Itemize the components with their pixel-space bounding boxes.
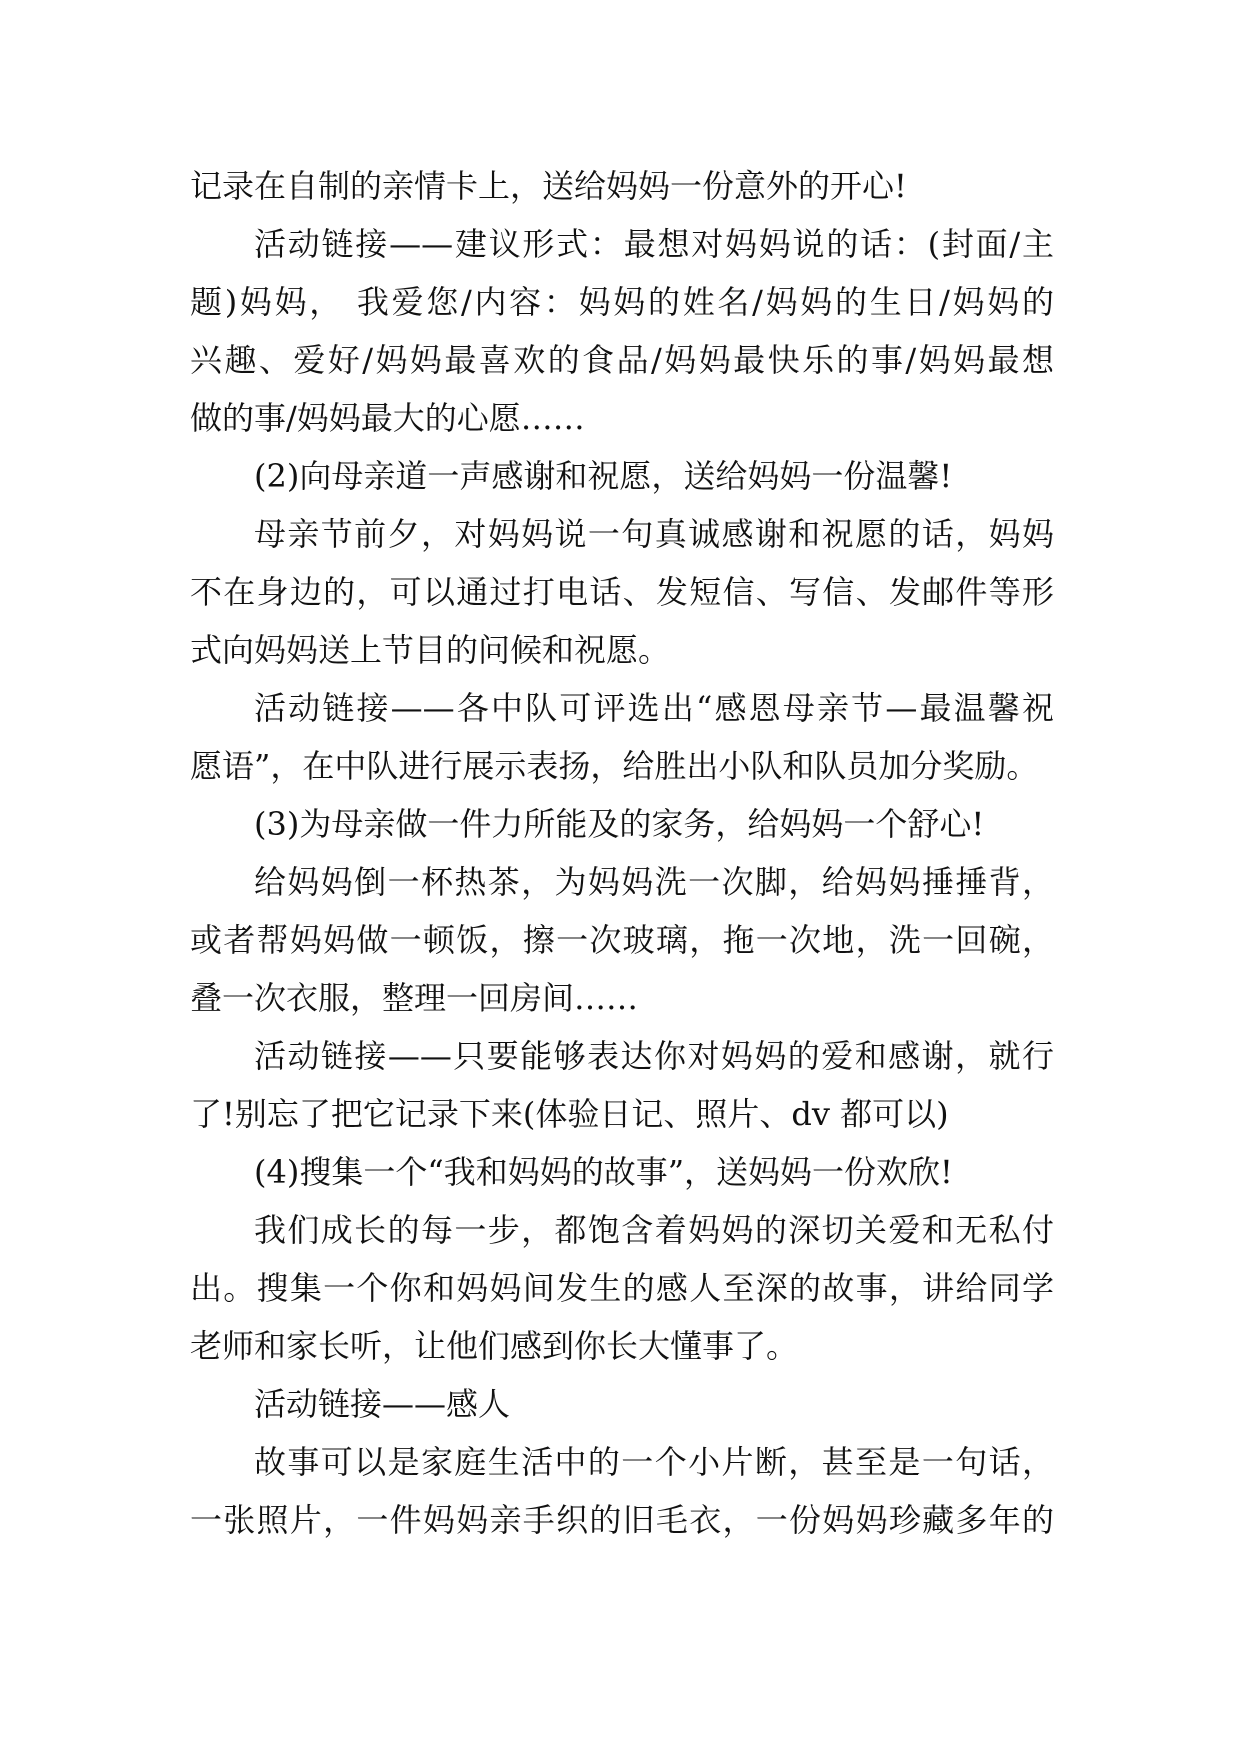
text-line: 活动链接——感人 xyxy=(254,1385,511,1423)
text-line: 活动链接——建议形式：最想对妈妈说的话：(封面/主 xyxy=(254,225,1054,263)
activity-link-paragraph xyxy=(190,1375,1054,1433)
body-paragraph xyxy=(190,1433,1054,1549)
text-line: 故事可以是家庭生活中的一个小片断，甚至是一句话， xyxy=(254,1443,1054,1481)
body-paragraph xyxy=(190,505,1054,679)
document-body xyxy=(190,157,1054,1549)
text-line: 母亲节前夕，对妈妈说一句真诚感谢和祝愿的话，妈妈 xyxy=(254,515,1054,553)
text-line: 或者帮妈妈做一顿饭，擦一次玻璃，拖一次地，洗一回碗， xyxy=(190,921,1054,959)
text-line: (4)搜集一个“我和妈妈的故事”，送妈妈一份欢欣! xyxy=(254,1153,953,1191)
text-line: 活动链接——各中队可评选出“感恩母亲节—最温馨祝 xyxy=(254,689,1054,727)
text-line: 老师和家长听，让他们感到你长大懂事了。 xyxy=(190,1327,799,1365)
text-line: 了!别忘了把它记录下来(体验日记、照片、dv 都可以) xyxy=(190,1095,949,1133)
section-heading xyxy=(190,447,1054,505)
text-line: 一张照片，一件妈妈亲手织的旧毛衣，一份妈妈珍藏多年的 xyxy=(190,1501,1054,1539)
text-line: 愿语”，在中队进行展示表扬，给胜出小队和队员加分奖励。 xyxy=(190,747,1039,785)
text-line: 出。搜集一个你和妈妈间发生的感人至深的故事，讲给同学 xyxy=(190,1269,1054,1307)
section-heading xyxy=(190,1143,1054,1201)
text-line: 式向妈妈送上节目的问候和祝愿。 xyxy=(190,631,671,669)
section-heading xyxy=(190,795,1054,853)
body-paragraph xyxy=(190,853,1054,1027)
text-line: 题)妈妈， 我爱您/内容：妈妈的姓名/妈妈的生日/妈妈的 xyxy=(190,283,1054,321)
paragraph-continued xyxy=(190,157,1054,215)
body-paragraph xyxy=(190,1201,1054,1375)
text-line: 我们成长的每一步，都饱含着妈妈的深切关爱和无私付 xyxy=(254,1211,1054,1249)
activity-link-paragraph xyxy=(190,679,1054,795)
activity-link-paragraph xyxy=(190,215,1054,447)
text-line: (2)向母亲道一声感谢和祝愿，送给妈妈一份温馨! xyxy=(254,457,953,495)
text-line: 兴趣、爱好/妈妈最喜欢的食品/妈妈最快乐的事/妈妈最想 xyxy=(190,341,1054,379)
text-line: 不在身边的，可以通过打电话、发短信、写信、发邮件等形 xyxy=(190,573,1054,611)
text-line: 叠一次衣服，整理一回房间…… xyxy=(190,979,639,1017)
activity-link-paragraph xyxy=(190,1027,1054,1143)
text-line: 活动链接——只要能够表达你对妈妈的爱和感谢，就行 xyxy=(254,1037,1054,1075)
text-line: (3)为母亲做一件力所能及的家务，给妈妈一个舒心! xyxy=(254,805,985,843)
text-line: 给妈妈倒一杯热茶，为妈妈洗一次脚，给妈妈捶捶背， xyxy=(254,863,1054,901)
text-line: 记录在自制的亲情卡上，送给妈妈一份意外的开心! xyxy=(190,167,907,205)
text-line: 做的事/妈妈最大的心愿…… xyxy=(190,399,585,437)
